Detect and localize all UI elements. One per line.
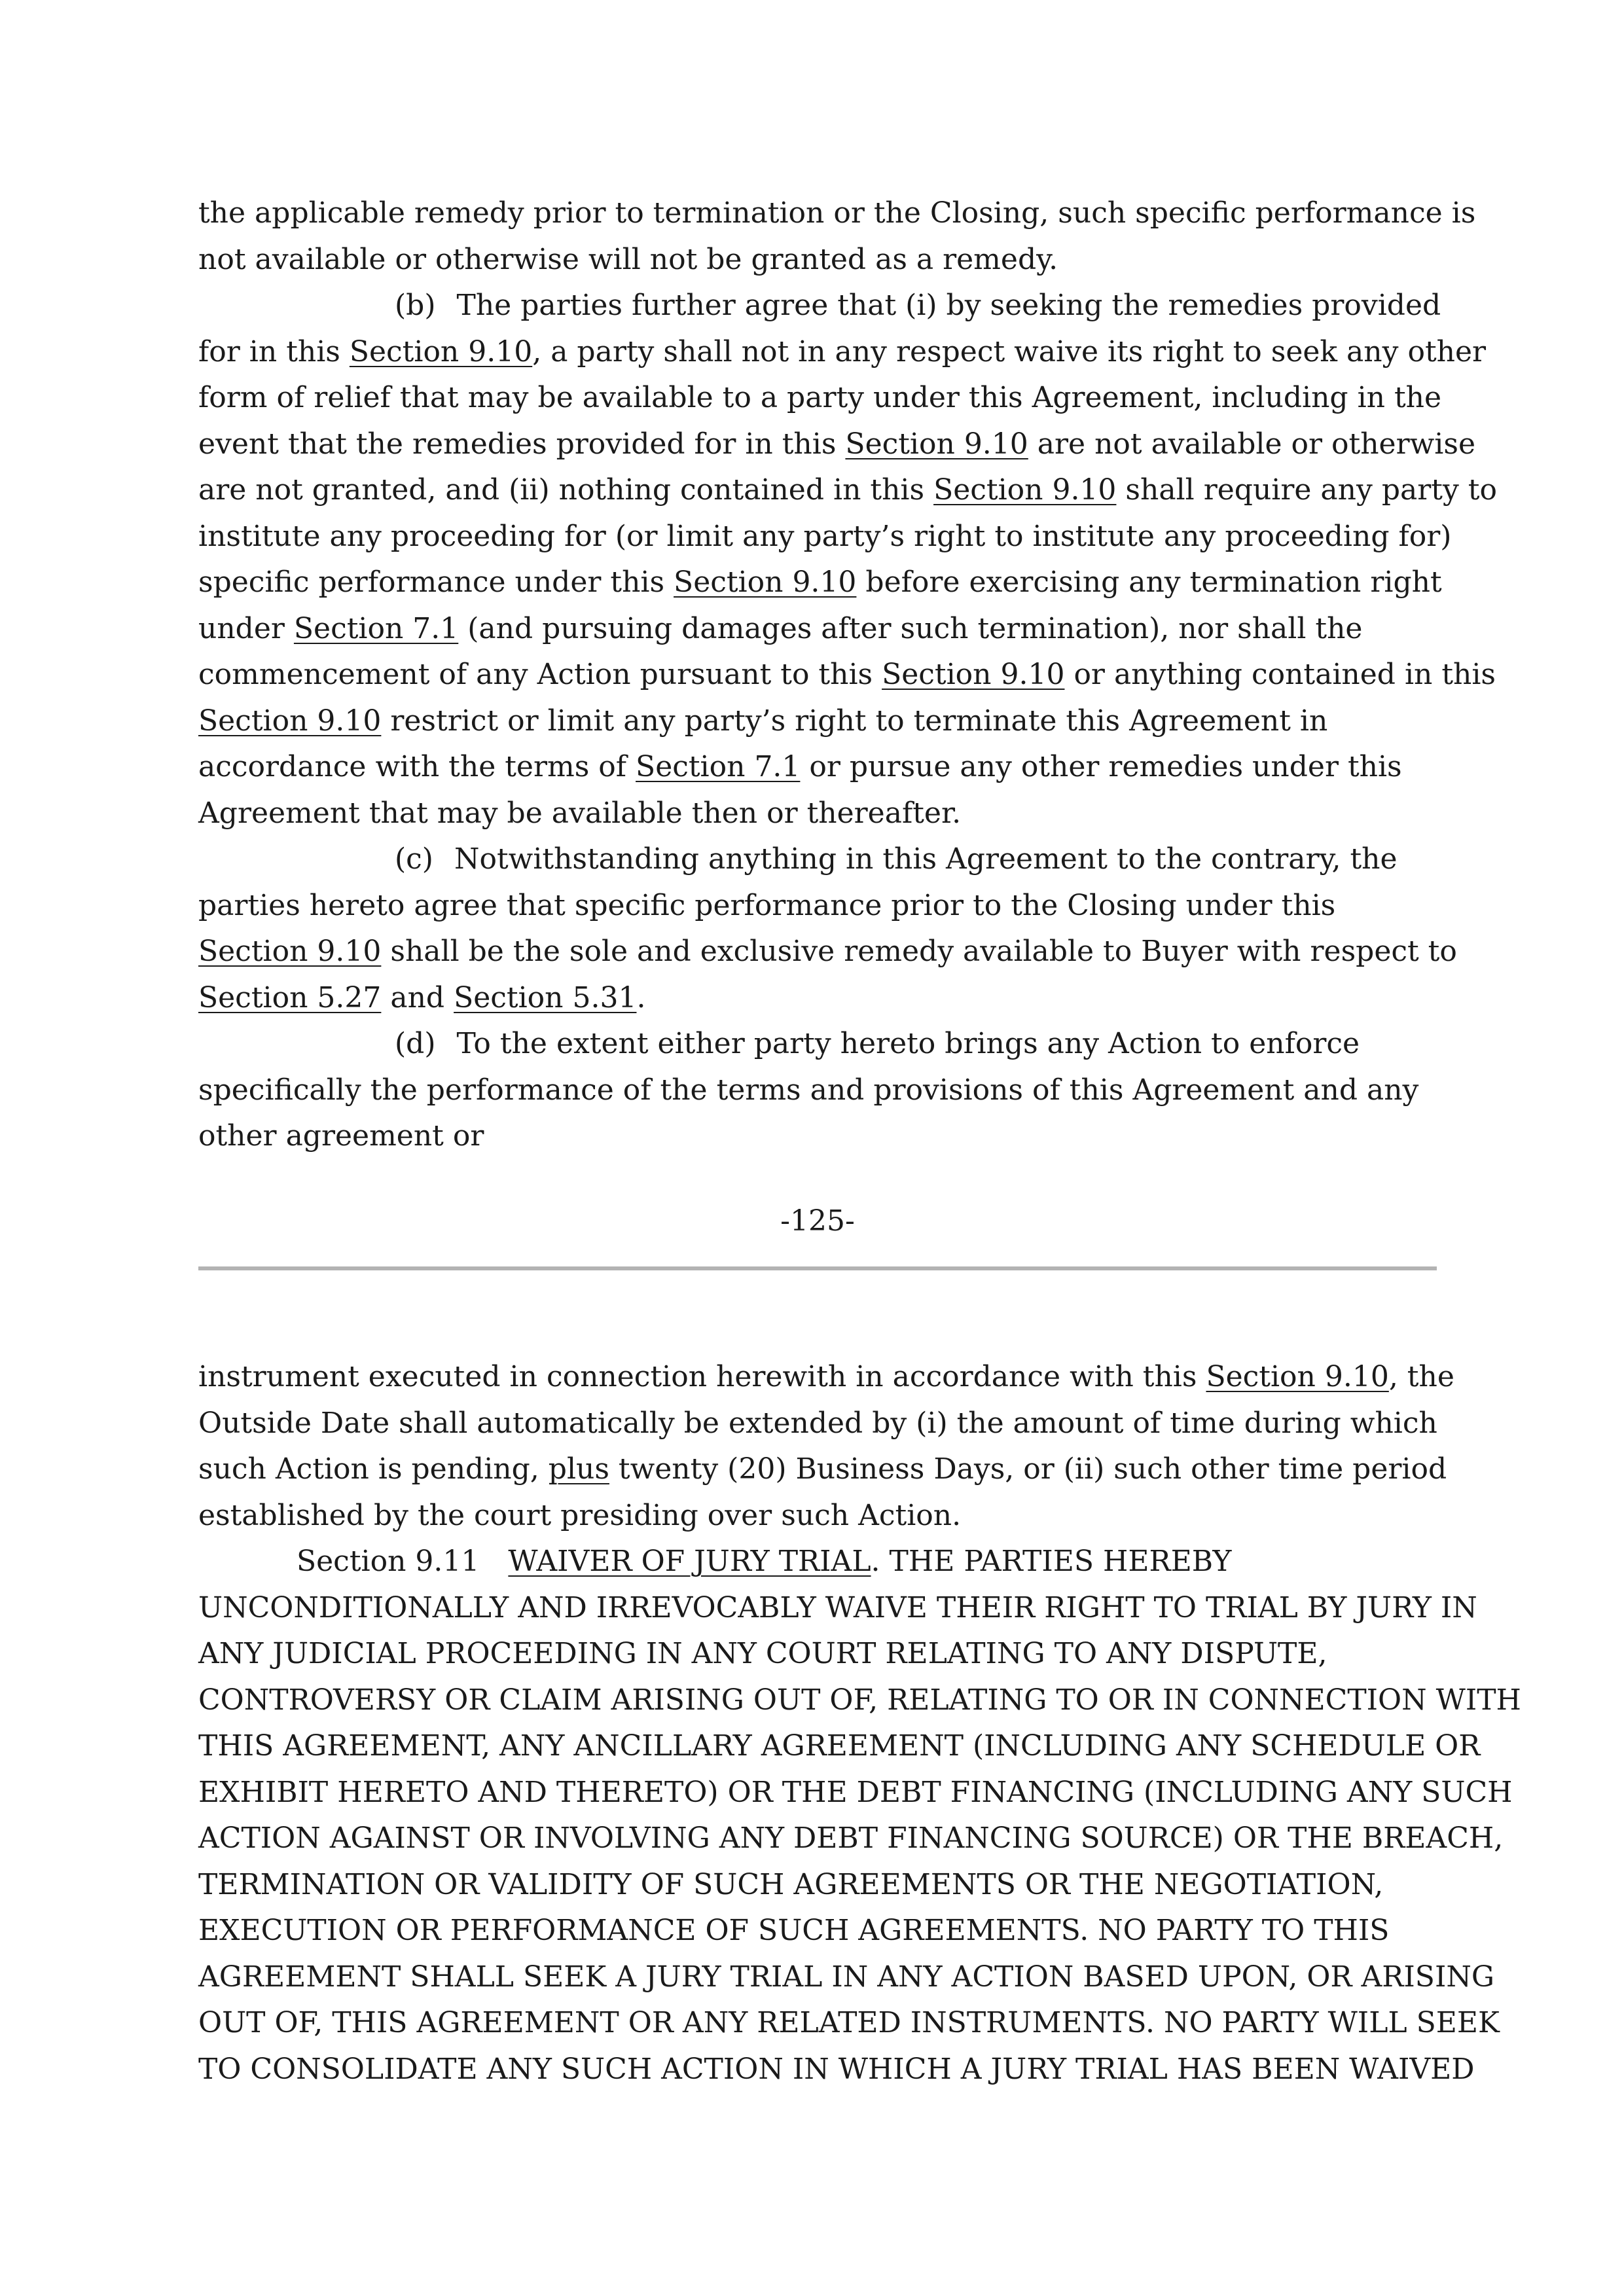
text-line: Section 9.11 WAIVER OF JURY TRIAL. THE PARTIES HEREBY: [297, 1545, 1232, 1578]
emphasis-plus: plus: [548, 1452, 609, 1486]
page-number: -125-: [780, 1204, 855, 1238]
section-heading: WAIVER OF JURY TRIAL: [508, 1545, 871, 1578]
section-ref-link[interactable]: Section 9.10: [198, 704, 382, 738]
section-ref-link[interactable]: Section 9.10: [933, 473, 1117, 507]
section-label: Section 9.11: [297, 1545, 480, 1578]
text-line: Section 9.10 restrict or limit any party’s right to terminate this Agreement in: [198, 704, 1328, 738]
text-line: TO CONSOLIDATE ANY SUCH ACTION IN WHICH A JURY TRIAL HAS BEEN WAIVED: [198, 2052, 1475, 2086]
section-9-11: [198, 1539, 1521, 2092]
text-line: ACTION AGAINST OR INVOLVING ANY DEBT FINANCING SOURCE) OR THE BREACH,: [198, 1821, 1504, 1855]
section-ref-link[interactable]: Section 5.31: [454, 980, 637, 1014]
section-ref-link[interactable]: Section 5.27: [198, 980, 382, 1014]
section-ref-link[interactable]: Section 9.10: [674, 565, 857, 599]
text-line: CONTROVERSY OR CLAIM ARISING OUT OF, RELATING TO OR IN CONNECTION WITH: [198, 1683, 1521, 1717]
text-line: form of relief that may be available to a party under this Agreement, including in the: [198, 381, 1442, 414]
section-ref-link[interactable]: Section 9.10: [349, 334, 533, 368]
section-ref-link[interactable]: Section 9.10: [845, 427, 1028, 461]
text-line: OUT OF, THIS AGREEMENT OR ANY RELATED INSTRUMENTS. NO PARTY WILL SEEK: [198, 2006, 1500, 2039]
text-line: Section 9.10 shall be the sole and exclusive remedy available to Buyer with respect to: [198, 935, 1457, 968]
text-line: Agreement that may be available then or thereafter.: [198, 796, 962, 830]
text-line: parties hereto agree that specific performance prior to the Closing under this: [198, 888, 1336, 922]
text-line: under Section 7.1 (and pursuing damages after such termination), nor shall the: [198, 611, 1363, 645]
clause-label-d: (d): [395, 1027, 436, 1060]
page-126-body: [198, 1354, 1521, 2092]
paragraph-d: [198, 1021, 1437, 1160]
text-line: other agreement or: [198, 1119, 484, 1153]
text-line: for in this Section 9.10, a party shall not in any respect waive its right to seek any other: [198, 334, 1487, 368]
text-line: event that the remedies provided for in this Section 9.10 are not available or otherwise: [198, 427, 1475, 461]
text-line: ANY JUDICIAL PROCEEDING IN ANY COURT RELATING TO ANY DISPUTE,: [198, 1637, 1327, 1670]
paragraph-a-continuation: [198, 190, 1476, 283]
text-line: established by the court presiding over such Action.: [198, 1498, 962, 1532]
text-line: Section 5.27 and Section 5.31.: [198, 980, 646, 1014]
text-line: (c) Notwithstanding anything in this Agreement to the contrary, the: [395, 842, 1398, 876]
text-line: specific performance under this Section 9.10 before exercising any termination right: [198, 565, 1442, 599]
section-ref-link[interactable]: Section 9.10: [1206, 1360, 1389, 1393]
text-line: the applicable remedy prior to termination or the Closing, such specific performance is: [198, 196, 1476, 230]
text-line: Outside Date shall automatically be extended by (i) the amount of time during which: [198, 1406, 1437, 1440]
section-ref-link[interactable]: Section 7.1: [636, 750, 801, 783]
text-line: (b) The parties further agree that (i) by seeking the remedies provided: [395, 289, 1441, 322]
text-line: EXHIBIT HERETO AND THERETO) OR THE DEBT FINANCING (INCLUDING ANY SUCH: [198, 1775, 1513, 1809]
section-ref-link[interactable]: Section 9.10: [198, 935, 382, 968]
text-line: are not granted, and (ii) nothing contained in this Section 9.10 shall require any party to: [198, 473, 1497, 507]
text-line: accordance with the terms of Section 7.1 or pursue any other remedies under this: [198, 750, 1402, 783]
text-line: not available or otherwise will not be granted as a remedy.: [198, 242, 1058, 276]
page-125-body: [198, 190, 1497, 1160]
text-line: institute any proceeding for (or limit any party’s right to institute any proceeding for): [198, 519, 1452, 553]
page-divider: [198, 1266, 1437, 1270]
text-line: TERMINATION OR VALIDITY OF SUCH AGREEMENTS OR THE NEGOTIATION,: [198, 1867, 1384, 1901]
clause-label-b: (b): [395, 289, 436, 322]
section-ref-link[interactable]: Section 9.10: [882, 658, 1065, 691]
text-line: (d) To the extent either party hereto brings any Action to enforce: [395, 1027, 1360, 1060]
text-line: UNCONDITIONALLY AND IRREVOCABLY WAIVE THEIR RIGHT TO TRIAL BY JURY IN: [198, 1590, 1477, 1624]
text-line: commencement of any Action pursuant to this Section 9.10 or anything contained in this: [198, 658, 1496, 691]
paragraph-c: [198, 836, 1457, 1021]
clause-label-c: (c): [395, 842, 433, 876]
text-line: AGREEMENT SHALL SEEK A JURY TRIAL IN ANY ACTION BASED UPON, OR ARISING: [198, 1960, 1494, 1994]
text-line: such Action is pending, plus twenty (20) Business Days, or (ii) such other time period: [198, 1452, 1447, 1486]
text-line: instrument executed in connection herewith in accordance with this Section 9.10, the: [198, 1360, 1454, 1393]
text-line: EXECUTION OR PERFORMANCE OF SUCH AGREEMENTS. NO PARTY TO THIS: [198, 1914, 1390, 1947]
paragraph-b: [198, 283, 1497, 836]
section-ref-link[interactable]: Section 7.1: [293, 611, 459, 645]
paragraph-d-continuation: [198, 1354, 1454, 1539]
text-line: THIS AGREEMENT, ANY ANCILLARY AGREEMENT (INCLUDING ANY SCHEDULE OR: [198, 1729, 1481, 1763]
text-line: specifically the performance of the terms and provisions of this Agreement and any: [198, 1073, 1419, 1107]
